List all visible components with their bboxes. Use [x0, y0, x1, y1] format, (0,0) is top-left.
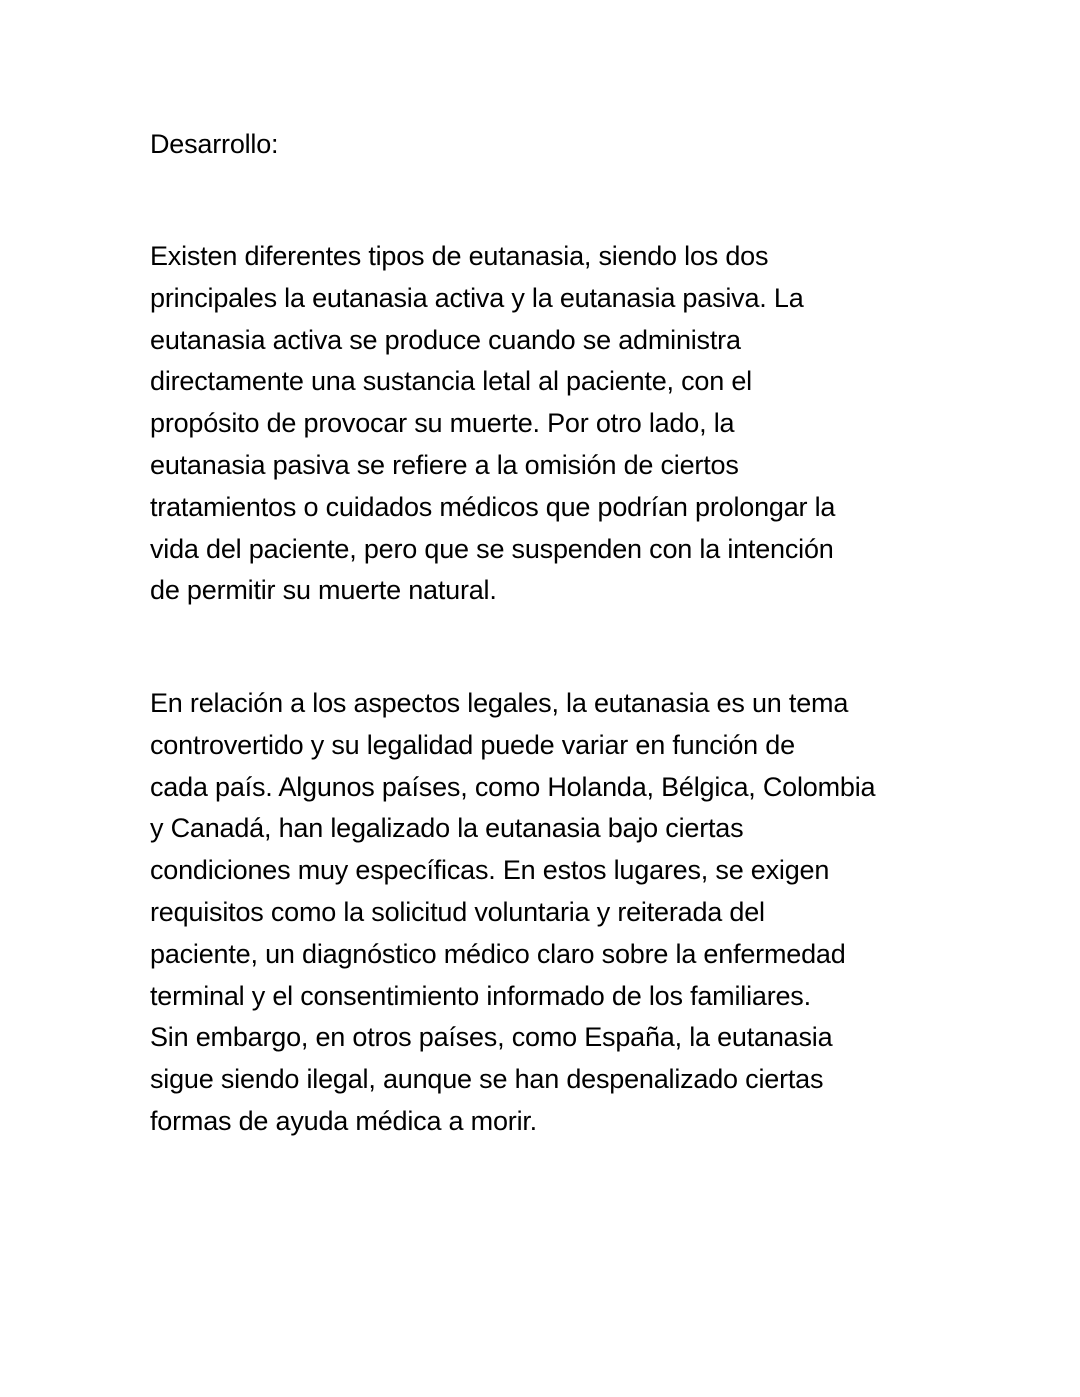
paragraph-line: y Canadá, han legalizado la eutanasia bajo ciertas	[150, 813, 744, 844]
paragraph-line: cada país. Algunos países, como Holanda, Bélgica, Colombia	[150, 771, 876, 802]
paragraph-line: tratamientos o cuidados médicos que podrían prolongar la	[150, 491, 836, 522]
paragraph-line: eutanasia pasiva se refiere a la omisión de ciertos	[150, 449, 739, 480]
paragraph-legal-aspects	[150, 683, 940, 1143]
paragraph-line: propósito de provocar su muerte. Por otro lado, la	[150, 408, 735, 439]
paragraph-line: directamente una sustancia letal al paciente, con el	[150, 366, 752, 397]
paragraph-line: controvertido y su legalidad puede variar en función de	[150, 729, 795, 760]
paragraph-line: requisitos como la solicitud voluntaria y reiterada del	[150, 896, 765, 927]
paragraph-line: condiciones muy específicas. En estos lugares, se exigen	[150, 855, 830, 886]
paragraph-line: formas de ayuda médica a morir.	[150, 1105, 537, 1136]
section-heading	[150, 124, 940, 166]
paragraph-line: de permitir su muerte natural.	[150, 575, 497, 606]
paragraph-line: terminal y el consentimiento informado de los familiares.	[150, 980, 811, 1011]
paragraph-types	[150, 236, 940, 612]
paragraph-line: eutanasia activa se produce cuando se administra	[150, 324, 741, 355]
paragraph-line: Sin embargo, en otros países, como España, la eutanasia	[150, 1022, 833, 1053]
paragraph-line: vida del paciente, pero que se suspenden con la intención	[150, 533, 834, 564]
heading-text: Desarrollo:	[150, 129, 279, 159]
paragraph-line: sigue siendo ilegal, aunque se han despenalizado ciertas	[150, 1064, 824, 1095]
paragraph-line: Existen diferentes tipos de eutanasia, siendo los dos	[150, 241, 769, 271]
paragraph-line: principales la eutanasia activa y la eutanasia pasiva. La	[150, 282, 804, 313]
paragraph-line: paciente, un diagnóstico médico claro sobre la enfermedad	[150, 938, 846, 969]
paragraph-line: En relación a los aspectos legales, la eutanasia es un tema	[150, 688, 849, 718]
